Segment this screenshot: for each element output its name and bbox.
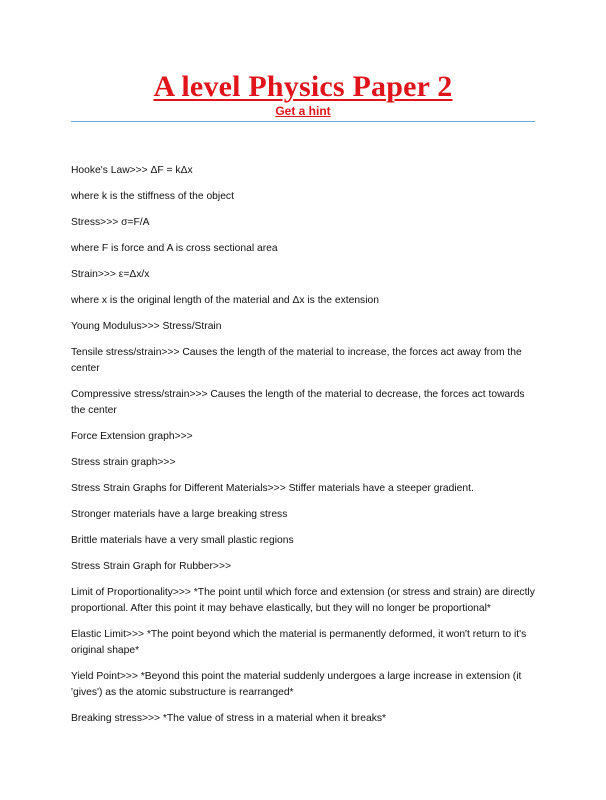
note-stronger-materials: Stronger materials have a large breaking stress — [71, 509, 288, 520]
note-young-modulus: Young Modulus>>> Stress/Strain — [71, 321, 222, 332]
page-title: A level Physics Paper 2 — [153, 70, 453, 103]
note-stress-definition: where F is force and A is cross sectional area — [71, 243, 278, 254]
note-breaking-stress: Breaking stress>>> *The value of stress in a material when it breaks* — [71, 713, 387, 724]
note-yield-point: Yield Point>>> *Beyond this point the material suddenly undergoes a large increase in extension (it 'gives') as the atomic substructure is rearranged* — [71, 671, 522, 698]
note-hookes-law: Hooke's Law>>> ΔF = kΔx — [71, 165, 193, 176]
note-force-extension-graph: Force Extension graph>>> — [71, 431, 193, 442]
note-different-materials: Stress Strain Graphs for Different Materials>>> Stiffer materials have a steeper gradient. — [71, 483, 474, 494]
note-limit-of-proportionality: Limit of Proportionality>>> *The point until which force and extension (or stress and strain) are directly proportional. After this point it may behave elastically, but they will no longer be proportional* — [71, 587, 535, 614]
note-strain-definition: where x is the original length of the material and Δx is the extension — [71, 295, 379, 306]
note-brittle-materials: Brittle materials have a very small plastic regions — [71, 535, 294, 546]
note-stress-strain-graph: Stress strain graph>>> — [71, 457, 176, 468]
note-rubber-graph: Stress Strain Graph for Rubber>>> — [71, 561, 231, 572]
note-strain: Strain>>> ε=Δx/x — [71, 269, 150, 280]
title-divider — [71, 121, 535, 122]
note-stress: Stress>>> σ=F/A — [71, 217, 150, 228]
note-stiffness: where k is the stiffness of the object — [71, 191, 234, 202]
notes-list — [71, 163, 535, 737]
note-tensile: Tensile stress/strain>>> Causes the length of the material to increase, the forces act away from the center — [71, 347, 522, 374]
note-elastic-limit: Elastic Limit>>> *The point beyond which the material is permanently deformed, it won't return to it's original shape* — [71, 629, 527, 656]
get-hint-link[interactable]: Get a hint — [275, 104, 331, 118]
note-compressive: Compressive stress/strain>>> Causes the length of the material to decrease, the forces act towards the center — [71, 389, 525, 416]
